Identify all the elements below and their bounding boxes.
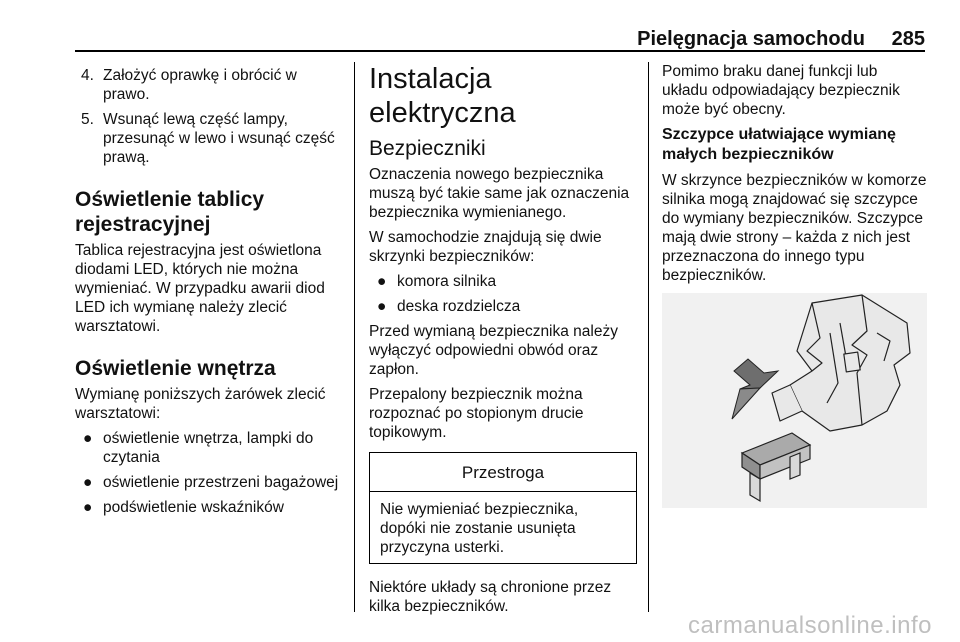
list-item <box>369 272 637 291</box>
step-item <box>75 66 340 104</box>
page-header-title: Pielęgnacja samochodu <box>637 28 865 50</box>
page-header <box>75 28 925 50</box>
fuses-paragraph: W samochodzie znajdują się dwie skrzynki bezpieczników: <box>369 229 602 265</box>
list-item-text: deska rozdzielcza <box>397 298 521 315</box>
page-number: 285 <box>891 28 925 50</box>
step-item <box>75 110 340 167</box>
steps-list <box>75 66 340 167</box>
bullet-icon: ● <box>83 430 93 447</box>
column-middle <box>369 62 637 622</box>
arrow-icon <box>732 359 778 419</box>
watermark: carmanualsonline.info <box>688 612 932 639</box>
list-item <box>75 429 340 467</box>
bullet-icon: ● <box>83 499 93 516</box>
column-divider <box>648 62 649 612</box>
list-item-text: oświetlenie wnętrza, lampki do czytania <box>103 430 314 466</box>
fuse-shape <box>742 433 810 501</box>
caution-text: Nie wymieniać bezpiecznika, dopóki nie zostanie usunięta przyczyna usterki. <box>380 501 579 556</box>
column-right <box>662 62 927 508</box>
caution-title: Przestroga <box>370 453 636 492</box>
list-item <box>369 297 637 316</box>
bullet-icon: ● <box>83 474 93 491</box>
fuses-paragraph: Przed wymianą bezpiecznika należy wyłączyć odpowiedni obwód oraz zapłon. <box>369 323 618 378</box>
caution-body <box>370 492 636 563</box>
step-text: Wsunąć lewą część lampy, przesunąć w lewo i wsunąć część prawą. <box>103 111 335 166</box>
fuses-paragraph: Oznaczenia nowego bezpiecznika muszą być takie same jak oznaczenia bezpiecznika wymienianego. <box>369 166 630 221</box>
fuses-paragraph: Niektóre układy są chronione przez kilka bezpieczników. <box>369 579 612 615</box>
list-item-text: oświetlenie przestrzeni bagażowej <box>103 474 339 491</box>
list-item <box>75 498 340 517</box>
interior-light-text: Wymianę poniższych żarówek zlecić warsztatowi: <box>75 386 326 422</box>
fuse-boxes-list <box>369 272 637 316</box>
interior-light-heading: Oświetlenie wnętrza <box>75 357 276 380</box>
list-item-text: podświetlenie wskaźników <box>103 499 284 516</box>
step-number: 5. <box>81 111 94 128</box>
list-item-text: komora silnika <box>397 273 497 290</box>
fuses-heading: Bezpieczniki <box>369 137 486 160</box>
fuse-tweezers-illustration <box>662 293 927 508</box>
tweezers-heading: Szczypce ułatwiające wymianę małych bezpieczników <box>662 126 896 163</box>
plate-light-heading: Oświetlenie tablicy rejestracyjnej <box>75 188 265 236</box>
step-text: Założyć oprawkę i obrócić w prawo. <box>103 67 297 103</box>
header-rule <box>75 50 925 52</box>
tweezers-paragraph: W skrzynce bezpieczników w komorze silnika mogą znajdować się szczypce do wymiany bezpieczników. Szczypce mają dwie strony – każda z nich jest przeznaczona do innego typu bezpieczników. <box>662 172 927 284</box>
interior-bulbs-list <box>75 429 340 517</box>
column-divider <box>354 62 355 612</box>
list-item <box>75 473 340 492</box>
section-title: Instalacja elektryczna <box>369 63 516 129</box>
tweezers-shape <box>772 295 910 431</box>
fuses-paragraph: Przepalony bezpiecznik można rozpoznać po stopionym drucie topikowym. <box>369 386 584 441</box>
plate-light-text: Tablica rejestracyjna jest oświetlona diodami LED, których nie można wymieniać. W przypadku awarii diod LED ich wymianę należy zlecić warsztatowi. <box>75 242 325 335</box>
bullet-icon: ● <box>377 298 387 315</box>
fuse-tweezers-drawing <box>662 293 927 508</box>
step-number: 4. <box>81 67 94 84</box>
bullet-icon: ● <box>377 273 387 290</box>
fuse-note-paragraph: Pomimo braku danej funkcji lub układu odpowiadający bezpiecznik może być obecny. <box>662 63 900 118</box>
caution-box <box>369 452 637 564</box>
column-left <box>75 62 340 523</box>
